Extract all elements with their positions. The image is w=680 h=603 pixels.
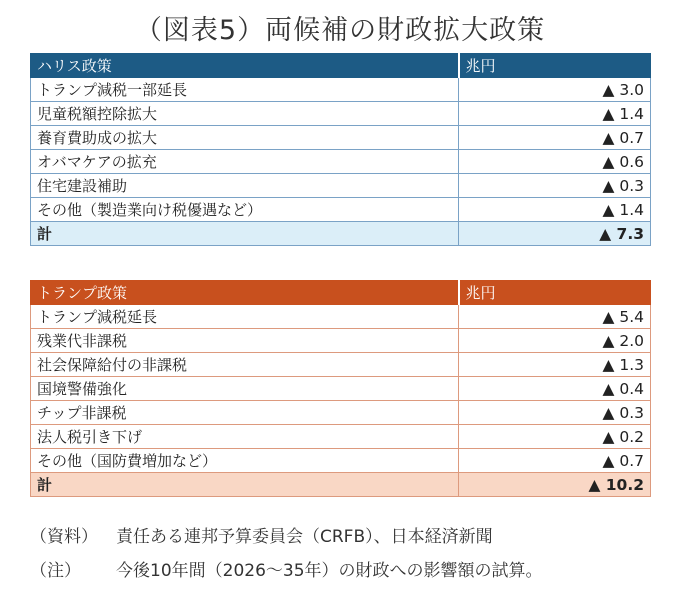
table-row bbox=[31, 449, 651, 473]
table-row bbox=[31, 198, 651, 222]
row-label: チップ非課税 bbox=[31, 401, 459, 425]
row-label: 養育費助成の拡大 bbox=[31, 126, 459, 150]
row-value: ▲ 3.0 bbox=[459, 78, 651, 102]
row-label: その他（国防費増加など） bbox=[31, 449, 459, 473]
row-label: 住宅建設補助 bbox=[31, 174, 459, 198]
row-label: 児童税額控除拡大 bbox=[31, 102, 459, 126]
table-row bbox=[31, 126, 651, 150]
unit-header: 兆円 bbox=[459, 54, 651, 78]
table-row bbox=[31, 305, 651, 329]
row-value: ▲ 0.4 bbox=[459, 377, 651, 401]
total-row bbox=[31, 222, 651, 246]
trump-header: トランプ政策 bbox=[31, 281, 459, 305]
row-value: ▲ 0.2 bbox=[459, 425, 651, 449]
table-row bbox=[31, 377, 651, 401]
row-label: トランプ減税延長 bbox=[31, 305, 459, 329]
footnote bbox=[30, 556, 543, 581]
row-value: ▲ 0.3 bbox=[459, 174, 651, 198]
row-value: ▲ 0.7 bbox=[459, 449, 651, 473]
table-row bbox=[31, 401, 651, 425]
row-value: ▲ 1.4 bbox=[459, 102, 651, 126]
table-row bbox=[31, 353, 651, 377]
source-note-label: （資料） bbox=[30, 527, 98, 547]
row-value: ▲ 2.0 bbox=[459, 329, 651, 353]
page-title: （図表5）両候補の財政拡大政策 bbox=[134, 15, 546, 46]
total-row bbox=[31, 473, 651, 497]
unit-header: 兆円 bbox=[459, 281, 651, 305]
table-row bbox=[31, 150, 651, 174]
footnote-label: （注） bbox=[30, 561, 81, 581]
trump-policy-table bbox=[30, 280, 651, 497]
row-value: ▲ 0.7 bbox=[459, 126, 651, 150]
row-value: ▲ 5.4 bbox=[459, 305, 651, 329]
source-note-text: 責任ある連邦予算委員会（CRFB）、日本経済新聞 bbox=[116, 527, 493, 547]
row-label: 社会保障給付の非課税 bbox=[31, 353, 459, 377]
row-label: 残業代非課税 bbox=[31, 329, 459, 353]
row-label: その他（製造業向け税優遇など） bbox=[31, 198, 459, 222]
table-header-row bbox=[31, 54, 651, 78]
table-row bbox=[31, 174, 651, 198]
total-value: ▲ 10.2 bbox=[459, 473, 651, 497]
row-value: ▲ 0.3 bbox=[459, 401, 651, 425]
total-value: ▲ 7.3 bbox=[459, 222, 651, 246]
table-row bbox=[31, 329, 651, 353]
row-value: ▲ 1.4 bbox=[459, 198, 651, 222]
harris-policy-table bbox=[30, 53, 651, 246]
table-row bbox=[31, 102, 651, 126]
source-note bbox=[30, 522, 493, 547]
table-header-row bbox=[31, 281, 651, 305]
total-label: 計 bbox=[31, 222, 459, 246]
row-label: オバマケアの拡充 bbox=[31, 150, 459, 174]
table-row bbox=[31, 425, 651, 449]
row-label: 国境警備強化 bbox=[31, 377, 459, 401]
row-value: ▲ 0.6 bbox=[459, 150, 651, 174]
row-label: トランプ減税一部延長 bbox=[31, 78, 459, 102]
row-value: ▲ 1.3 bbox=[459, 353, 651, 377]
row-label: 法人税引き下げ bbox=[31, 425, 459, 449]
harris-header: ハリス政策 bbox=[31, 54, 459, 78]
footnote-text: 今後10年間（2026～35年）の財政への影響額の試算。 bbox=[116, 561, 543, 581]
table-row bbox=[31, 78, 651, 102]
total-label: 計 bbox=[31, 473, 459, 497]
